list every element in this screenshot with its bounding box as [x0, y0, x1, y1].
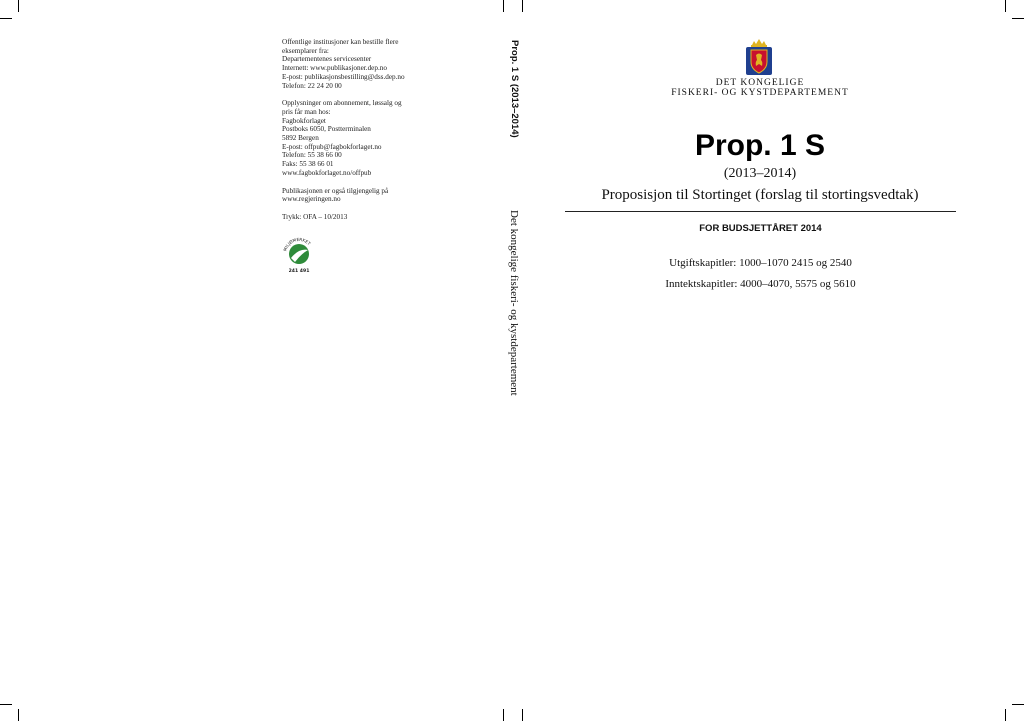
spine-title: Prop. 1 S (2013–2014) — [509, 40, 520, 138]
crop-mark — [0, 704, 12, 705]
crop-mark — [503, 0, 504, 12]
crop-mark — [522, 0, 523, 12]
session-period: (2013–2014) — [723, 166, 797, 181]
back-cover-info — [282, 38, 482, 231]
document-title: Prop. 1 S — [694, 129, 826, 162]
crop-mark — [1012, 704, 1024, 705]
crop-mark — [1005, 709, 1006, 721]
subscription-info: Opplysninger om abonnement, løssalg og pris får man hos: Fagbokforlaget Postboks 6050, Postterminalen 5892 Bergen E-post: offpub@fagbokforlaget.no Telefon: 55 38 66 00 Faks: 55 38 66 01 www.fagbokforlaget.no/offpub — [282, 99, 402, 177]
crop-mark — [522, 709, 523, 721]
document-subtitle: Proposisjon til Stortinget (forslag til stortingsvedtak) — [601, 187, 919, 203]
department-name: DET KONGELIGE FISKERI- OG KYSTDEPARTEMENT — [671, 78, 849, 98]
chapter-list — [565, 253, 956, 295]
royal-coat-of-arms-icon — [742, 38, 776, 78]
crop-mark — [18, 709, 19, 721]
crop-mark — [1012, 18, 1024, 19]
spine-department: Det kongelige fiskeri- og kystdepartement — [508, 210, 520, 396]
crop-mark — [503, 709, 504, 721]
crop-mark — [1005, 0, 1006, 12]
expense-chapters: Utgiftskapitler: 1000–1070 2415 og 2540 — [669, 257, 852, 269]
order-info: Offentlige institusjoner kan bestille flere eksemplarer fra: Departementenes servicesenter Internett: www.publikasjoner.dep.no E-post: publikasjonsbestilling@dss.dep.no Telefon: 22 24 20 00 — [282, 38, 405, 90]
nordic-swan-ecolabel-icon — [281, 236, 317, 276]
crop-mark — [18, 0, 19, 12]
web-availability-info: Publikasjonen er også tilgjengelig på www.regjeringen.no — [282, 186, 389, 204]
divider — [565, 211, 956, 212]
budget-year: FOR BUDSJETTÅRET 2014 — [699, 223, 822, 234]
crop-mark — [0, 18, 12, 19]
income-chapters: Inntektskapitler: 4000–4070, 5575 og 5610 — [665, 278, 856, 290]
ecolabel-text: MILJØMERKET — [282, 236, 312, 252]
ecolabel-number: 241 491 — [288, 269, 310, 274]
print-info: Trykk: OFA – 10/2013 — [282, 212, 348, 221]
